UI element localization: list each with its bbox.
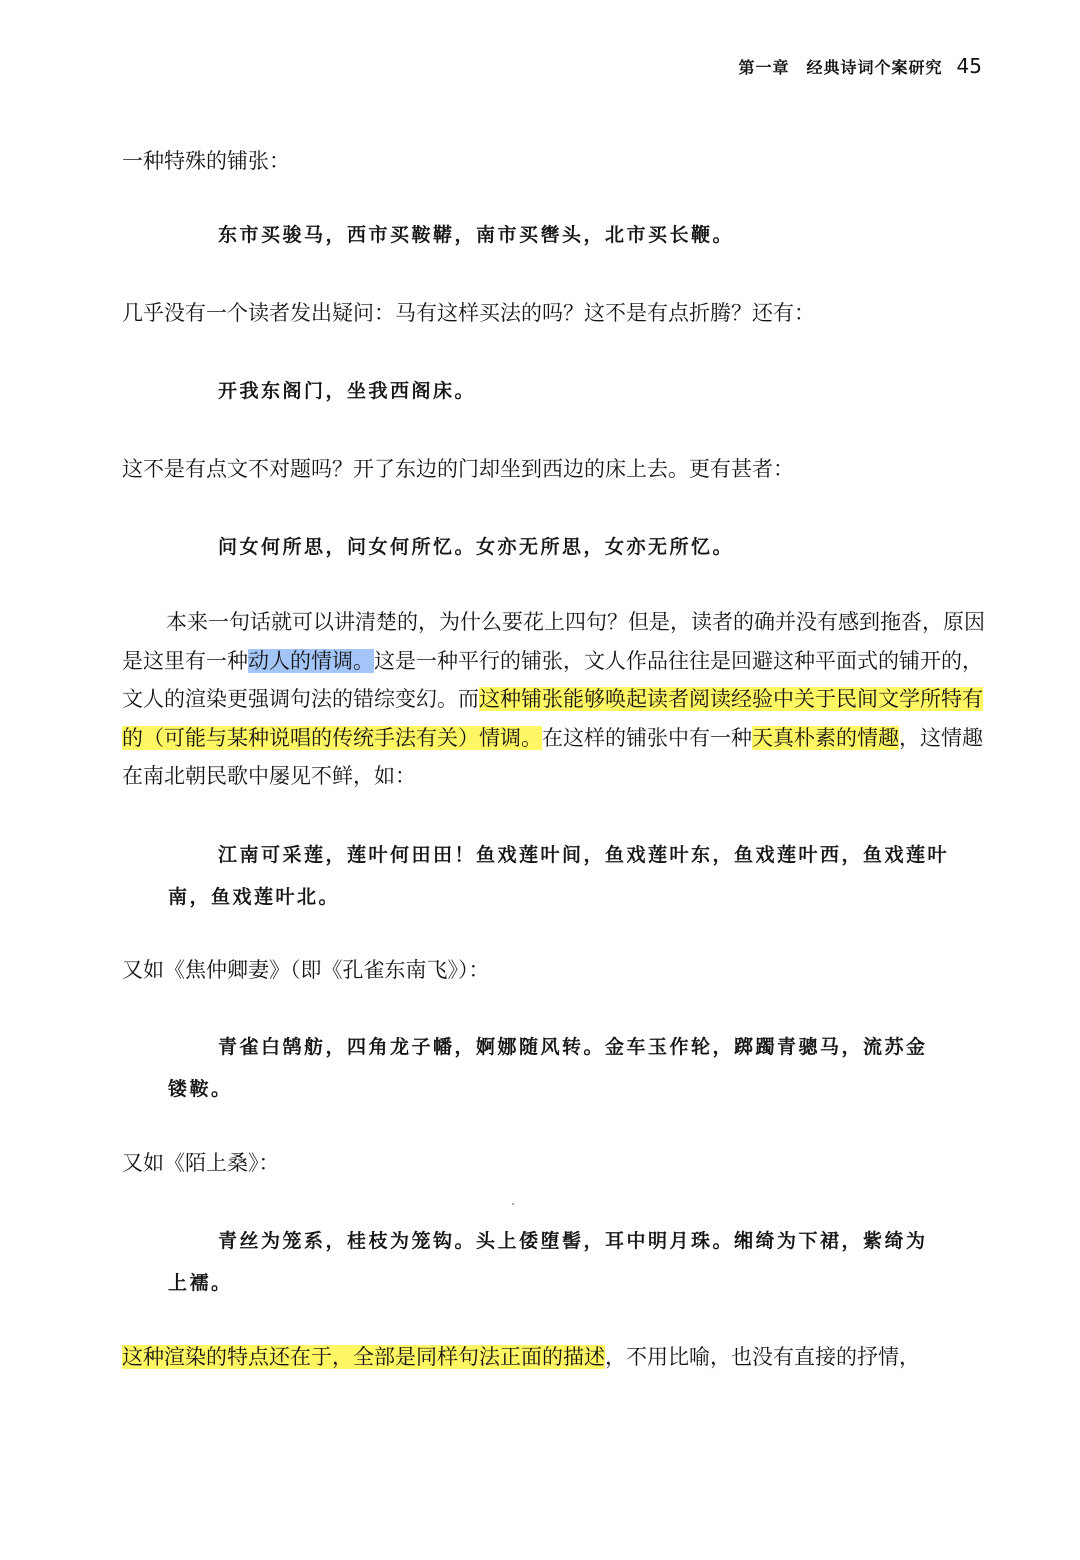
quote-1-line: 东市买骏马，西市买鞍鞯，南市买辔头，北市买长鞭。 [218, 224, 735, 246]
quote-1 [168, 214, 988, 256]
quote-2-line: 开我东阁门，坐我西阁床。 [218, 380, 477, 402]
paragraph-7-text: ，不用比喻，也没有直接的抒情， [605, 1345, 920, 1369]
highlight-yellow-passage: 这种铺张能够唤起读者阅读经验中关于民间文学所特有的（可能与某种说唱的传统手法有关）情调。 [122, 687, 983, 750]
page-number: 45 [956, 54, 982, 78]
highlight-yellow-sentence: 这种渲染的特点还在于，全部是同样句法正面的描述 [122, 1345, 605, 1369]
scan-speck [512, 1203, 514, 1205]
paragraph-4-text-3: 在这样的铺张中有一种 [542, 725, 752, 750]
highlight-yellow-phrase: 天真朴素的情趣 [752, 725, 899, 750]
running-header [739, 54, 982, 78]
paragraph-4-text-4: ，这情趣在南北朝民歌中屡见不鲜，如： [122, 725, 983, 788]
quote-5 [168, 1026, 988, 1110]
quote-2 [168, 370, 988, 412]
paragraph-7 [122, 1340, 988, 1374]
quote-5-line-1: 青雀白鹄舫，四角龙子幡，婀娜随风转。金车玉作轮，踯躅青骢马，流苏金 [218, 1036, 928, 1058]
paragraph-2: 几乎没有一个读者发出疑问：马有这样买法的吗？这不是有点折腾？还有： [122, 301, 815, 325]
paragraph-3: 这不是有点文不对题吗？开了东边的门却坐到西边的床上去。更有甚者： [122, 457, 794, 481]
paragraph-4 [122, 603, 988, 796]
quote-5-line-2: 镂鞍。 [168, 1078, 233, 1100]
quote-6-line-2: 上襦。 [168, 1272, 233, 1294]
paragraph-6: 又如《陌上桑》： [122, 1151, 280, 1175]
quote-4-line-1: 江南可采莲，莲叶何田田！鱼戏莲叶间，鱼戏莲叶东，鱼戏莲叶西，鱼戏莲叶 [218, 844, 950, 866]
highlight-blue-passage: 动人的情调。 [248, 648, 374, 673]
paragraph-5: 又如《焦仲卿妻》（即《孔雀东南飞》）： [122, 958, 490, 982]
quote-4-line-2: 南，鱼戏莲叶北。 [168, 886, 341, 908]
quote-4 [168, 834, 988, 918]
quote-3 [168, 526, 988, 568]
paragraph-4-text-1: 本来一句话就可以讲清楚的，为什么要花上四句？但是，读者的确并没有感到拖沓，原因是这里有一种 [122, 610, 985, 673]
chapter-title: 第一章 经典诗词个案研究 [738, 58, 943, 77]
quote-6-line-1: 青丝为笼系，桂枝为笼钩。头上倭堕髻，耳中明月珠。缃绮为下裙，紫绮为 [218, 1230, 928, 1252]
paragraph-4-text-2: 这是一种平行的铺张，文人作品往往是回避这种平面式的铺开的，文人的渲染更强调句法的错综变幻。而 [122, 648, 983, 711]
paragraph-1: 一种特殊的铺张： [122, 149, 290, 173]
quote-6 [168, 1220, 988, 1304]
quote-3-line: 问女何所思，问女何所忆。女亦无所思，女亦无所忆。 [218, 536, 735, 558]
